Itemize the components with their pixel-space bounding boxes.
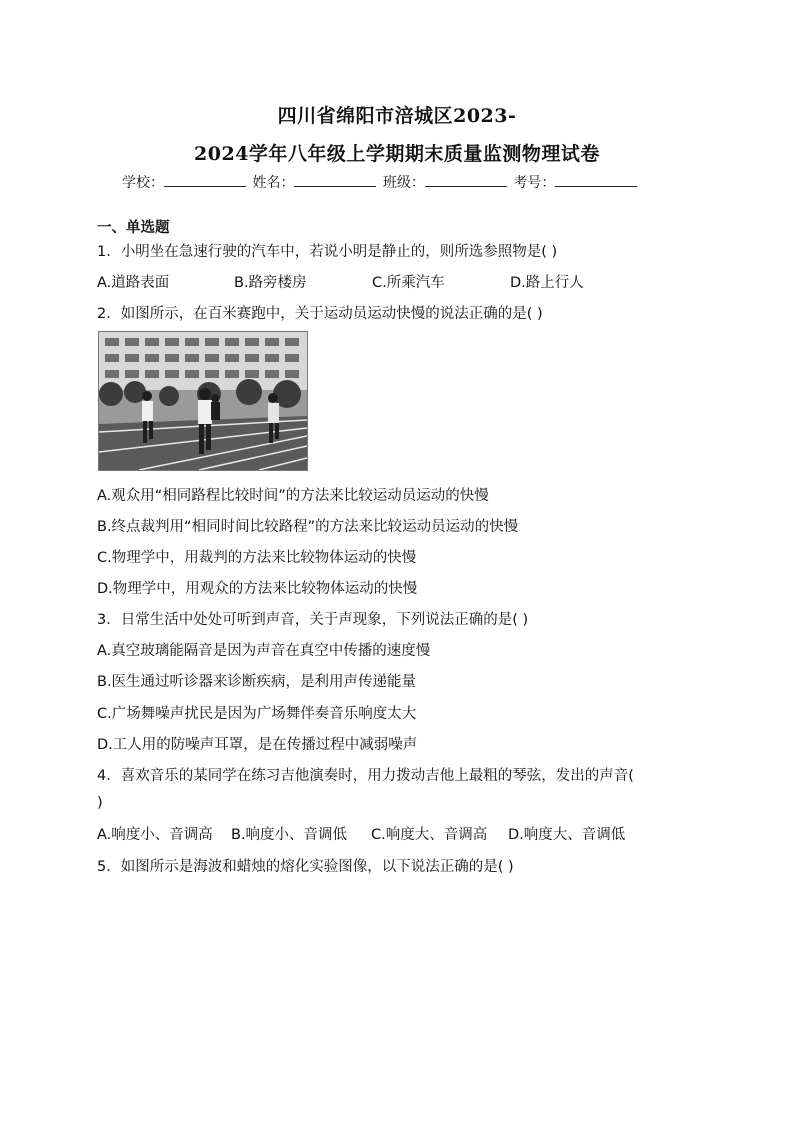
q1-option-a: A.道路表面 — [97, 275, 170, 291]
q3-option-b: B.医生通过听诊器来诊断疾病，是利用声传递能量 — [97, 674, 417, 690]
exam-number-blank — [555, 172, 637, 187]
q4-option-d: D.响度大、音调低 — [508, 827, 626, 843]
q2-stem: 2．如图所示，在百米赛跑中，关于运动员运动快慢的说法正确的是( ) — [97, 306, 543, 322]
q2-option-c: C.物理学中，用裁判的方法来比较物体运动的快慢 — [97, 550, 417, 566]
q2-option-d: D.物理学中，用观众的方法来比较物体运动的快慢 — [97, 581, 418, 597]
class-blank — [425, 172, 507, 187]
class-label: 班级： — [382, 175, 425, 191]
q2-option-a: A.观众用“相同路程比较时间”的方法来比较运动员运动的快慢 — [97, 488, 489, 504]
sprint-race-photo — [98, 331, 308, 471]
name-blank — [294, 172, 376, 187]
student-info-row — [122, 172, 639, 192]
q5-stem: 5．如图所示是海波和蜡烛的熔化实验图像，以下说法正确的是( ) — [97, 859, 514, 875]
q3-option-d: D.工人用的防噪声耳罩，是在传播过程中减弱噪声 — [97, 737, 418, 753]
q3-option-c: C.广场舞噪声扰民是因为广场舞伴奏音乐响度太大 — [97, 706, 417, 722]
q1-option-b: B.路旁楼房 — [234, 275, 307, 291]
q4-stem: 4．喜欢音乐的某同学在练习吉他演奏时，用力拨动吉他上最粗的琴弦，发出的声音( — [97, 768, 634, 784]
q4-stem-continued: ) — [97, 795, 103, 811]
q4-option-b: B.响度小、音调低 — [231, 827, 348, 843]
exam-title-line2: 2024学年八年级上学期期末质量监测物理试卷 — [194, 143, 600, 165]
exam-number-label: 考号： — [513, 175, 556, 191]
school-blank — [164, 172, 246, 187]
q3-stem: 3．日常生活中处处可听到声音，关于声现象，下列说法正确的是( ) — [97, 612, 529, 628]
q2-option-b: B.终点裁判用“相同时间比较路程”的方法来比较运动员运动的快慢 — [97, 519, 519, 535]
q1-stem: 1．小明坐在急速行驶的汽车中，若说小明是静止的，则所选参照物是( ) — [97, 244, 558, 260]
school-label: 学校： — [122, 175, 164, 191]
q3-option-a: A.真空玻璃能隔音是因为声音在真空中传播的速度慢 — [97, 643, 431, 659]
q1-option-d: D.路上行人 — [510, 275, 584, 291]
q1-option-c: C.所乘汽车 — [372, 275, 445, 291]
q4-option-c: C.响度大、音调高 — [371, 827, 488, 843]
q4-option-a: A.响度小、音调高 — [97, 827, 213, 843]
section-title: 一、单选题 — [97, 220, 170, 236]
sprint-race-illustration — [99, 332, 307, 470]
exam-title-line1: 四川省绵阳市涪城区2023- — [277, 105, 517, 127]
name-label: 姓名： — [252, 175, 295, 191]
